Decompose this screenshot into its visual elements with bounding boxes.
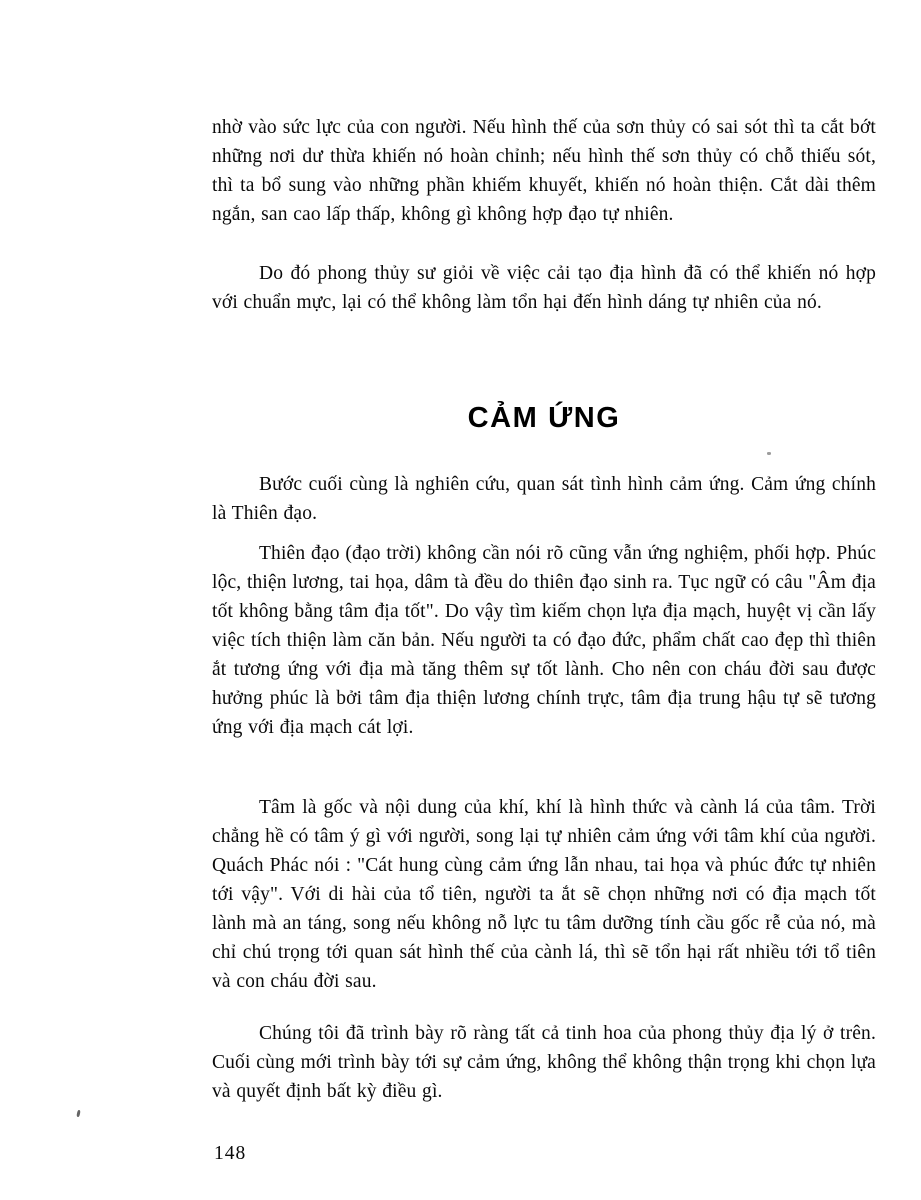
paragraph-text: Chúng tôi đã trình bày rõ ràng tất cả tinh hoa của phong thủy địa lý ở trên. Cuối cùng mới trình bày tới sự cảm ứng, không thể không thận trọng khi chọn lựa và quyết định bất kỳ điều gì. [212, 1023, 876, 1102]
paragraph-block [212, 259, 876, 317]
page-number: 148 [214, 1143, 247, 1164]
paragraph-text: Do đó phong thủy sư giỏi về việc cải tạo địa hình đã có thể khiến nó hợp với chuẩn mực, lại có thể không làm tổn hại đến hình dáng tự nhiên của nó. [212, 263, 876, 313]
section-heading: CẢM ỨNG [467, 402, 621, 434]
paragraph-continuation [212, 113, 876, 229]
paragraph-text: Tâm là gốc và nội dung của khí, khí là hình thức và cành lá của tâm. Trời chẳng hề có tâm ý gì với người, song lại tự nhiên cảm ứng với tâm khí của người. Quách Phác nói : "Cát hung cùng cảm ứng lẫn nhau, tai họa và phúc đức tự nhiên tới vậy". Với di hài của tổ tiên, người ta ắt sẽ chọn những nơi có địa mạch tốt lành mà an táng, song nếu không nỗ lực tu tâm dưỡng tính cầu gốc rễ của nó, mà chỉ chú trọng tới quan sát hình thế của cành lá, thì sẽ tổn hại rất nhiều tới tổ tiên và con cháu đời sau. [212, 797, 876, 992]
paragraph-text: Bước cuối cùng là nghiên cứu, quan sát tình hình cảm ứng. Cảm ứng chính là Thiên đạo. [212, 474, 876, 524]
scan-artifact-speck [767, 452, 771, 455]
paragraph-block [212, 793, 876, 996]
paragraph-block [212, 1019, 876, 1106]
paragraph-text: Thiên đạo (đạo trời) không cần nói rõ cũng vẫn ứng nghiệm, phối hợp. Phúc lộc, thiện lương, tai họa, dâm tà đều do thiên đạo sinh ra. Tục ngữ có câu "Âm địa tốt không bằng tâm địa tốt". Do vậy tìm kiếm chọn lựa địa mạch, huyệt vị cần lấy việc tích thiện làm căn bản. Nếu người ta có đạo đức, phẩm chất cao đẹp thì thiên ắt tương ứng với địa mà tăng thêm sự tốt lành. Cho nên con cháu đời sau được hưởng phúc là bởi tâm địa thiện lương chính trực, tâm địa trung hậu tự sẽ tương ứng với địa mạch cát lợi. [212, 543, 876, 738]
paragraph-text: nhờ vào sức lực của con người. Nếu hình thế của sơn thủy có sai sót thì ta cắt bớt những nơi dư thừa khiến nó hoàn chỉnh; nếu hình thế sơn thủy có chỗ thiếu sót, thì ta bổ sung vào những phần khiếm khuyết, khiến nó hoàn thiện. Cắt dài thêm ngắn, san cao lấp thấp, không gì không hợp đạo tự nhiên. [212, 117, 876, 225]
paragraph-block [212, 470, 876, 528]
scan-artifact-speck [76, 1110, 80, 1117]
paragraph-block [212, 539, 876, 742]
